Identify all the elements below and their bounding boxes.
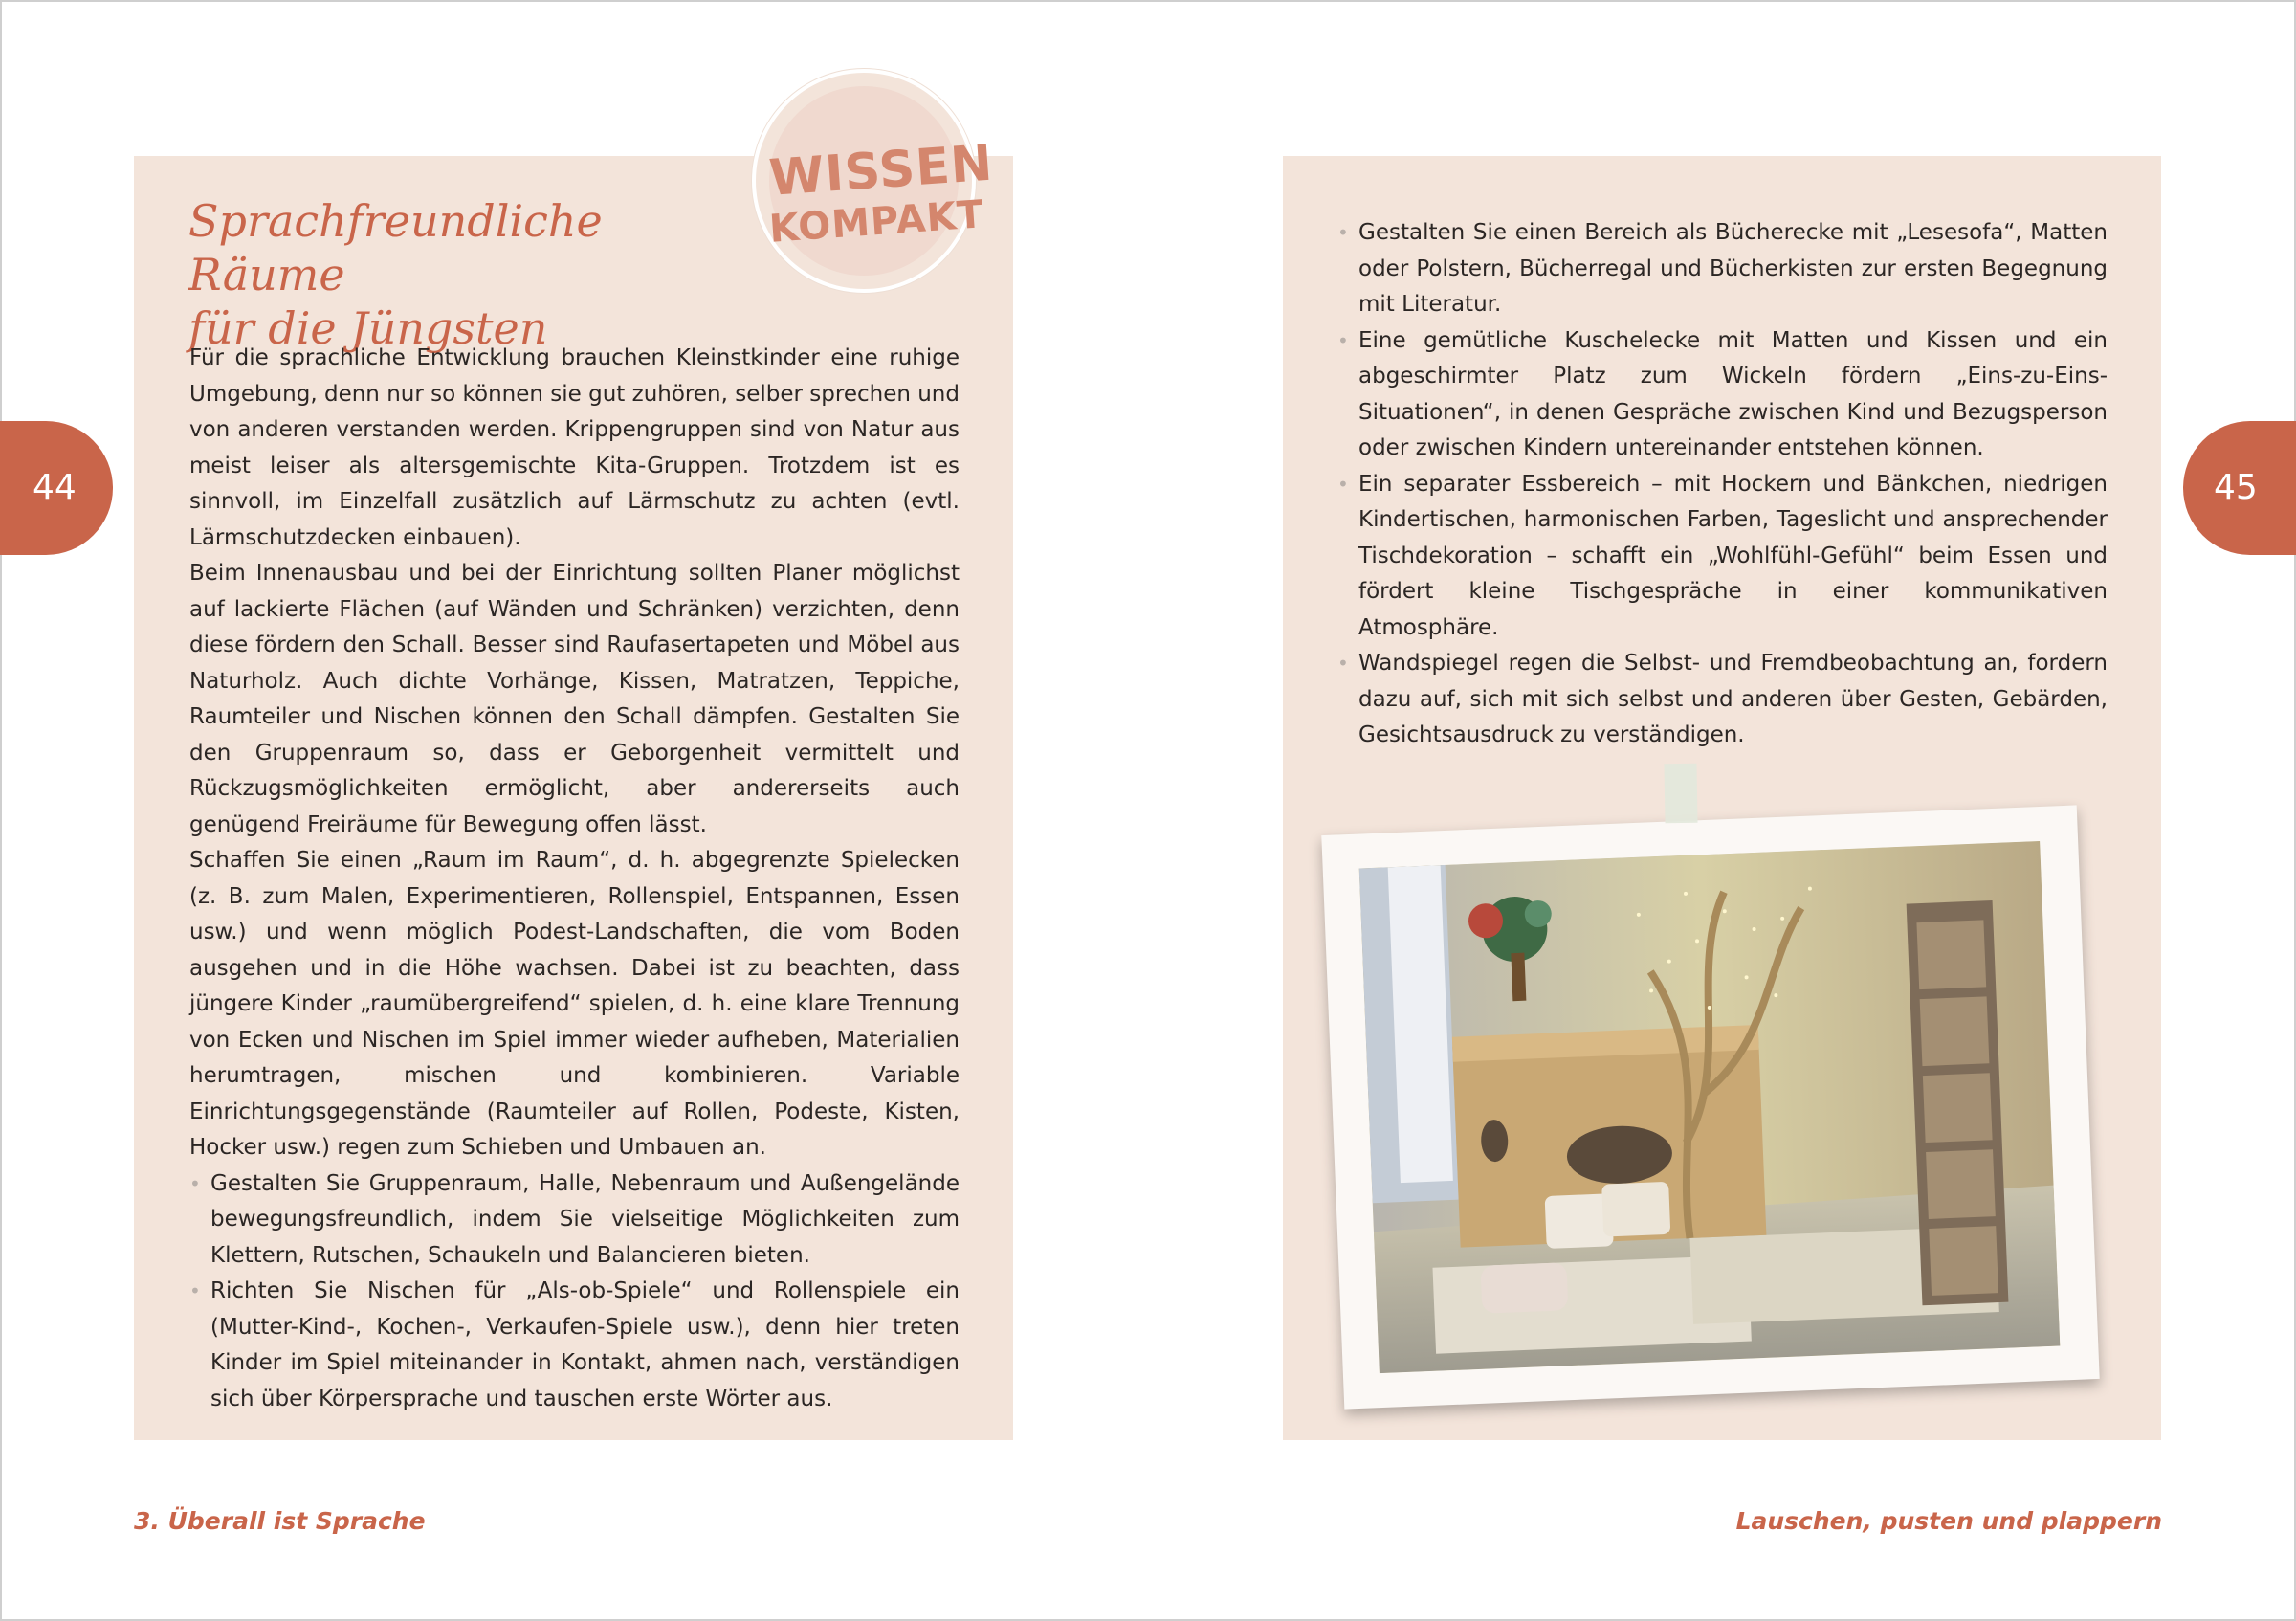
paragraph-2: Beim Innenausbau und bei der Einrichtung sollten Planer möglichst auf lackierte Flächen (auf Wänden und Schränken) verzichten, denn diese fördern den Schall. Besser sind Raufasertapeten und Möbel aus Naturholz. Auch dichte Vorhänge, Kissen, Matratzen, Teppiche, Raumteiler und Nischen können den Schall dämpfen. Gestalten Sie den Gruppenraum so, dass er Geborgenheit vermittelt und Rückzugsmöglichkeiten ermöglicht, aber andererseits auch genügend Freiräume für Bewegung offen lässt. [189, 561, 960, 837]
right-bullet-list [1337, 215, 2108, 754]
bullet-item: • Eine gemütliche Kuschelecke mit Matten und Kissen und ein abgeschirmter Platz zum Wickeln fördern „Eins-zu-Eins-Situationen“, in denen Gespräche zwischen Kind und Bezugsperson oder zwischen Kindern untereinander entstehen können. [1337, 323, 2108, 467]
photo-frame [1321, 805, 2099, 1409]
left-bullet-list [189, 1166, 960, 1418]
footer-book-title: Lauschen, pusten und plappern [1735, 1507, 2162, 1535]
footer-chapter-title: 3. Überall ist Sprache [134, 1507, 426, 1535]
wissen-kompakt-badge [752, 69, 996, 293]
left-body-text [189, 341, 960, 1417]
section-title-line-2: für die Jüngsten [188, 302, 548, 354]
bullet-item: • Wandspiegel regen die Selbst- und Fremdbeobachtung an, fordern dazu auf, sich mit sich selbst und anderen über Gesten, Gebärden, Gesichtsausdruck zu verständigen. [1337, 646, 2108, 754]
kuschelecke-photo [1359, 841, 2061, 1373]
paragraph-3: Schaffen Sie einen „Raum im Raum“, d. h. abgegrenzte Spielecken (z. B. zum Malen, Experimentieren, Rollenspiel, Entspannen, Essen usw.) und wenn möglich Podest-Landschaften, die vom Boden ausgehen und in die Höhe wachsen. Dabei ist zu beachten, dass jüngere Kinder „raumübergreifend“ spielen, d. h. eine klare Trennung von Ecken und Nischen im Spiel immer wieder aufheben, Materialien herumtragen, mischen und kombinieren. Variable Einrichtungsgegenstände (Raumteiler auf Rollen, Podeste, Kisten, Hocker usw.) regen zum Schieben und Umbauen an. [189, 848, 960, 1160]
badge-inner-circle [767, 86, 996, 276]
bullet-item: • Ein separater Essbereich – mit Hockern und Bänkchen, niedrigen Kindertischen, harmonischen Farben, Tageslicht und ansprechender Tischdekoration – schafft ein „Wohlfühl-Gefühl“ beim Essen und fördert kleine Tischgespräche in einer kommunikativen Atmosphäre. [1337, 467, 2108, 647]
badge-line-2: KOMPAKT [767, 192, 986, 252]
bullet-item: • Gestalten Sie Gruppenraum, Halle, Nebenraum und Außengelände bewegungsfreundlich, indem Sie vielseitige Möglichkeiten zum Klettern, Rutschen, Schaukeln und Balancieren bieten. [189, 1166, 960, 1275]
section-title-line-1: Sprachfreundliche Räume [188, 195, 603, 300]
page-number-right: 45 [2214, 468, 2258, 507]
bullet-item: • Richten Sie Nischen für „Als-ob-Spiele“ und Rollenspiele ein (Mutter-Kind-, Kochen-, Verkaufen-Spiele usw.), denn hier treten Kinder im Spiel miteinander in Kontakt, ahmen nach, verständigen sich über Körpersprache und tauschen erste Wörter aus. [189, 1274, 960, 1417]
bullet-item: • Gestalten Sie einen Bereich als Bücherecke mit „Lesesofa“, Matten oder Polstern, Bücherregal und Bücherkisten zur ersten Begegnung mit Literatur. [1337, 215, 2108, 323]
right-body-text [1337, 215, 2108, 754]
paragraph-1: Für die sprachliche Entwicklung brauchen Kleinstkinder eine ruhige Umgebung, denn nur so können sie gut zuhören, selber sprechen und von anderen verstanden werden. Krippengruppen sind von Natur aus meist leiser als altersgemischte Kita-Gruppen. Trotzdem ist es sinnvoll, im Einzelfall zusätzlich auf Lärmschutz zu achten (evtl. Lärmschutzdecken einbauen). [189, 345, 960, 550]
badge-line-1: WISSEN [767, 134, 996, 208]
section-title [188, 194, 762, 355]
page-number-left: 44 [33, 468, 77, 507]
photo-tape [1664, 764, 1697, 824]
